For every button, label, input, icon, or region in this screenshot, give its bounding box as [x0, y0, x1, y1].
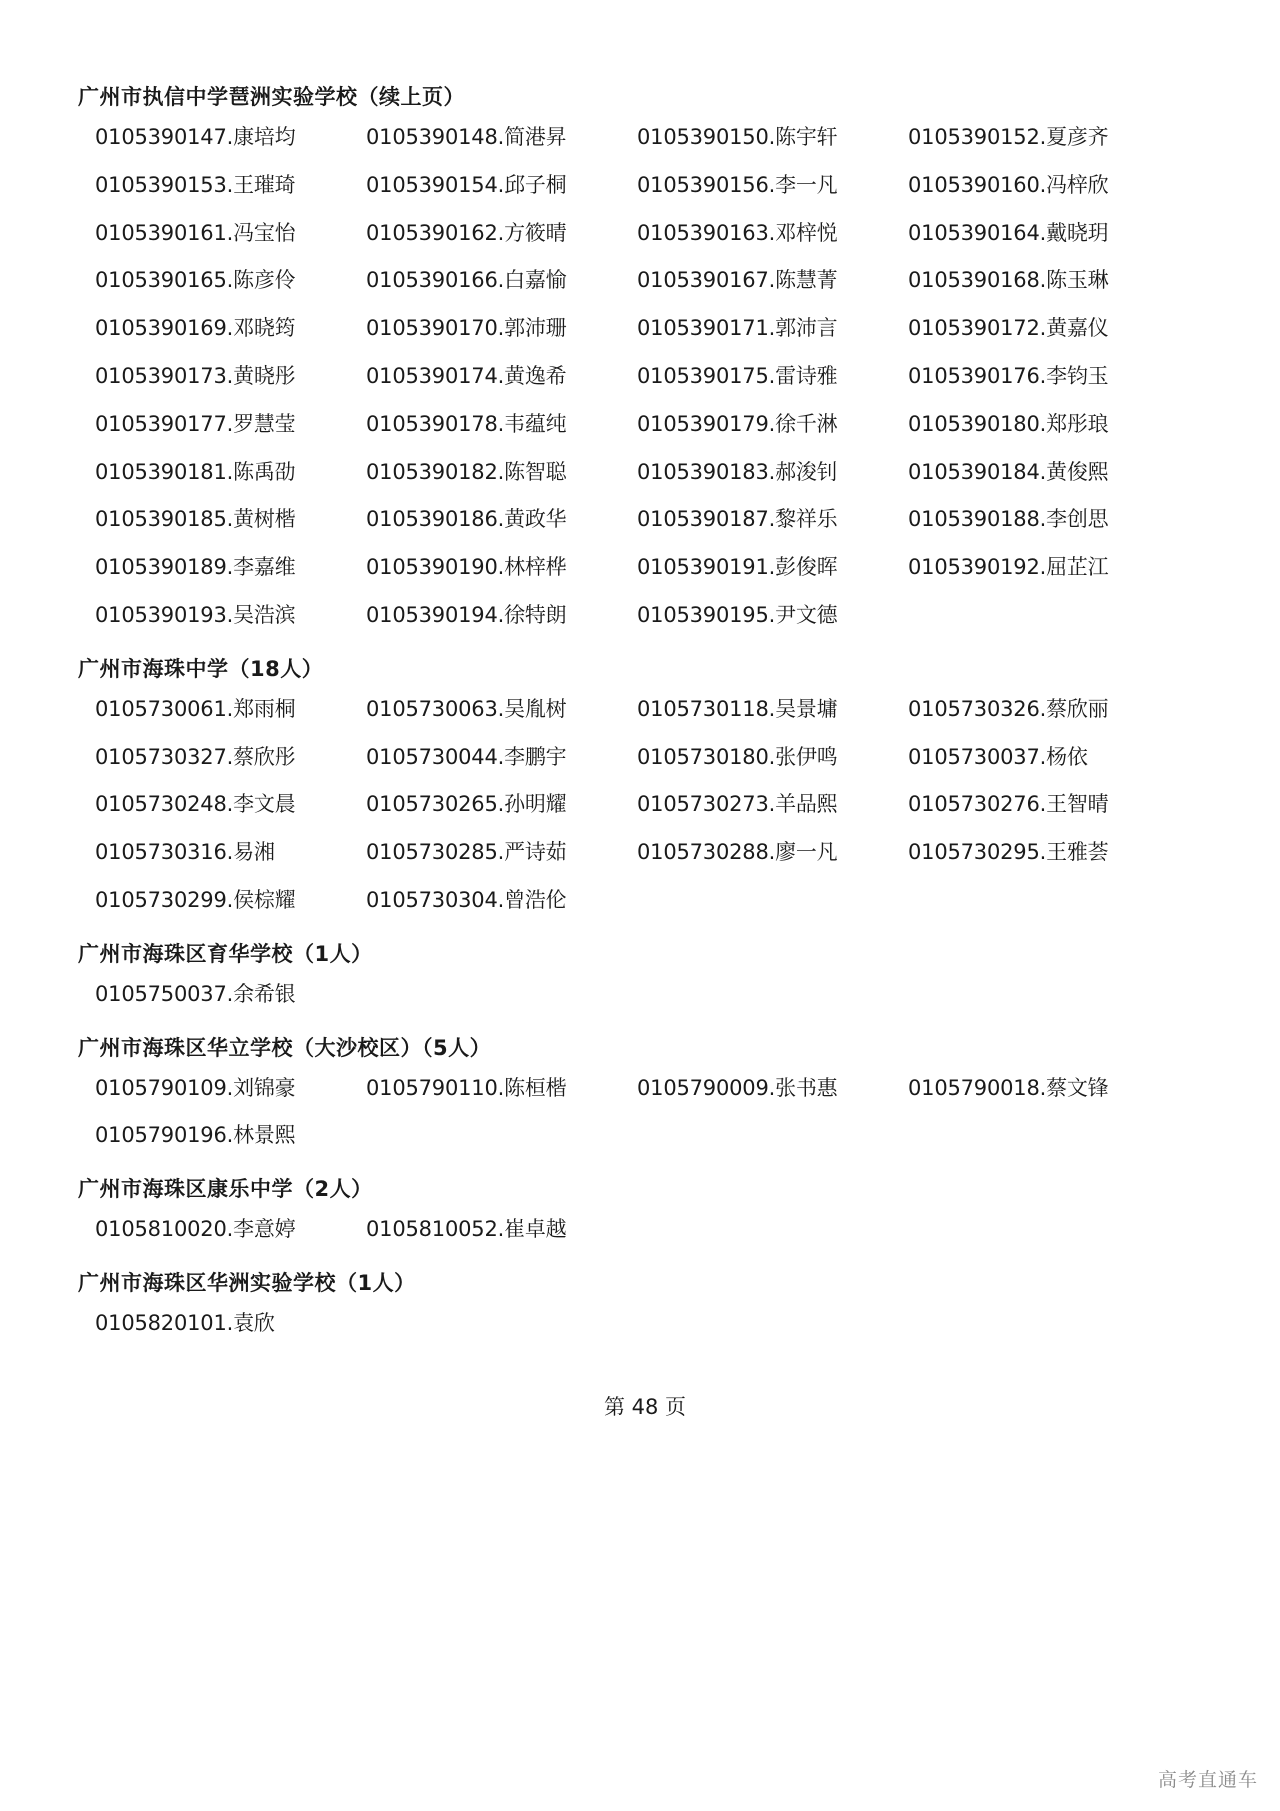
school-title: 广州市海珠中学（18人）: [78, 656, 324, 681]
student-entry: 0105390167.陈慧菁: [637, 268, 838, 293]
student-entry: 0105730276.王智晴: [908, 792, 1109, 817]
student-entry: 0105390152.夏彦齐: [908, 125, 1109, 149]
student-entry: 0105390162.方筱晴: [366, 220, 567, 245]
student-entry: 0105790109.刘锦豪: [95, 1075, 296, 1100]
student-entry: 0105390190.林梓桦: [366, 555, 567, 580]
student-entry: 0105390194.徐特朗: [366, 602, 567, 627]
student-entry: 0105390191.彭俊晖: [637, 555, 838, 580]
student-entry: 0105390160.冯梓欣: [908, 172, 1109, 197]
student-entry: 0105390163.邓梓悦: [637, 220, 838, 245]
student-entry: 0105390192.屈芷江: [908, 555, 1109, 580]
student-entry: 0105390185.黄树楷: [95, 507, 296, 532]
student-entry: 0105390174.黄逸希: [366, 363, 567, 388]
student-entry: 0105730265.孙明耀: [366, 792, 567, 817]
school-title: 广州市海珠区育华学校（1人）: [78, 941, 373, 966]
student-entry: 0105730273.羊品熙: [637, 792, 838, 817]
student-entry: 0105390173.黄晓彤: [95, 363, 296, 388]
watermark: 高考直通车: [1157, 1769, 1258, 1791]
student-entry: 0105390168.陈玉琳: [908, 268, 1109, 293]
student-entry: 0105390148.简港昇: [366, 125, 567, 149]
school-section: [78, 80, 1208, 640]
student-entry: 0105730044.李鹏宇: [366, 744, 567, 769]
student-entry: 0105730288.廖一凡: [637, 840, 838, 865]
student-entry: 0105390183.郝浚钊: [637, 459, 838, 484]
student-entry: 0105730061.郑雨桐: [95, 696, 296, 721]
student-entry: 0105820101.袁欣: [95, 1310, 275, 1335]
student-entry: 0105730326.蔡欣丽: [908, 696, 1109, 721]
student-entry: 0105730180.张伊鸣: [637, 744, 838, 769]
student-entry: 0105390166.白嘉愉: [366, 268, 567, 293]
student-entry: 0105390189.李嘉维: [95, 555, 296, 580]
school-section: [78, 1031, 1208, 1161]
student-entry: 0105390182.陈智聪: [366, 459, 567, 484]
student-entry: 0105390170.郭沛珊: [366, 316, 567, 341]
student-entry: 0105390150.陈宇轩: [637, 125, 838, 149]
student-entry: 0105730304.曾浩伦: [366, 887, 567, 912]
school-title: 广州市海珠区华洲实验学校（1人）: [78, 1270, 416, 1295]
student-entry: 0105730299.侯棕耀: [95, 887, 296, 912]
student-grid: [95, 114, 1208, 640]
student-entry: 0105810020.李意婷: [95, 1217, 296, 1242]
student-grid: [95, 971, 1208, 1019]
school-section: [78, 937, 1208, 1019]
student-entry: 0105390169.邓晓筠: [95, 316, 296, 341]
school-section: [78, 652, 1208, 925]
student-grid: [95, 1206, 1208, 1254]
student-entry: 0105390165.陈彦伶: [95, 268, 296, 293]
student-entry: 0105390153.王璀琦: [95, 172, 296, 197]
student-entry: 0105730327.蔡欣彤: [95, 744, 296, 769]
student-entry: 0105730316.易湘: [95, 840, 275, 865]
student-entry: 0105390187.黎祥乐: [637, 507, 838, 532]
student-grid: [95, 1065, 1208, 1161]
student-entry: 0105810052.崔卓越: [366, 1217, 567, 1242]
student-entry: 0105730285.严诗茹: [366, 840, 567, 865]
student-entry: 0105390186.黄政华: [366, 507, 567, 532]
student-entry: 0105390172.黄嘉仪: [908, 316, 1109, 341]
student-entry: 0105790009.张书惠: [637, 1075, 838, 1100]
school-section: [78, 1266, 1208, 1348]
student-entry: 0105790110.陈桓楷: [366, 1075, 567, 1100]
student-entry: 0105390175.雷诗雅: [637, 363, 838, 388]
student-entry: 0105730037.杨依: [908, 744, 1088, 769]
student-entry: 0105730118.吴景墉: [637, 696, 838, 721]
student-entry: 0105790196.林景熙: [95, 1123, 296, 1148]
school-title: 广州市海珠区康乐中学（2人）: [78, 1177, 373, 1202]
page-number: 第 48 页: [603, 1395, 687, 1419]
student-entry: 0105730063.吴胤树: [366, 696, 567, 721]
student-entry: 0105390147.康培均: [95, 125, 296, 149]
student-entry: 0105390177.罗慧莹: [95, 411, 296, 436]
student-grid: [95, 1300, 1208, 1348]
student-entry: 0105390195.尹文德: [637, 602, 838, 627]
student-entry: 0105730248.李文晨: [95, 792, 296, 817]
student-entry: 0105390154.邱子桐: [366, 172, 567, 197]
student-grid: [95, 686, 1208, 925]
school-title: 广州市执信中学琶洲实验学校（续上页）: [78, 85, 465, 109]
school-title: 广州市海珠区华立学校（大沙校区）（5人）: [78, 1035, 492, 1060]
student-entry: 0105390180.郑彤琅: [908, 411, 1109, 436]
student-entry: 0105730295.王雅荟: [908, 840, 1109, 865]
student-entry: 0105390184.黄俊熙: [908, 459, 1109, 484]
student-entry: 0105390181.陈禹劭: [95, 459, 296, 484]
student-entry: 0105390164.戴晓玥: [908, 220, 1109, 245]
student-entry: 0105390176.李钧玉: [908, 363, 1109, 388]
student-entry: 0105390188.李创思: [908, 507, 1109, 532]
student-entry: 0105750037.余希银: [95, 981, 296, 1006]
student-entry: 0105390171.郭沛言: [637, 316, 838, 341]
student-entry: 0105390178.韦蕴纯: [366, 411, 567, 436]
student-entry: 0105390161.冯宝怡: [95, 220, 296, 245]
student-list: [78, 80, 1208, 1348]
student-entry: 0105790018.蔡文锋: [908, 1075, 1109, 1100]
student-entry: 0105390156.李一凡: [637, 172, 838, 197]
student-entry: 0105390193.吴浩滨: [95, 602, 296, 627]
school-section: [78, 1172, 1208, 1254]
student-entry: 0105390179.徐千淋: [637, 411, 838, 436]
